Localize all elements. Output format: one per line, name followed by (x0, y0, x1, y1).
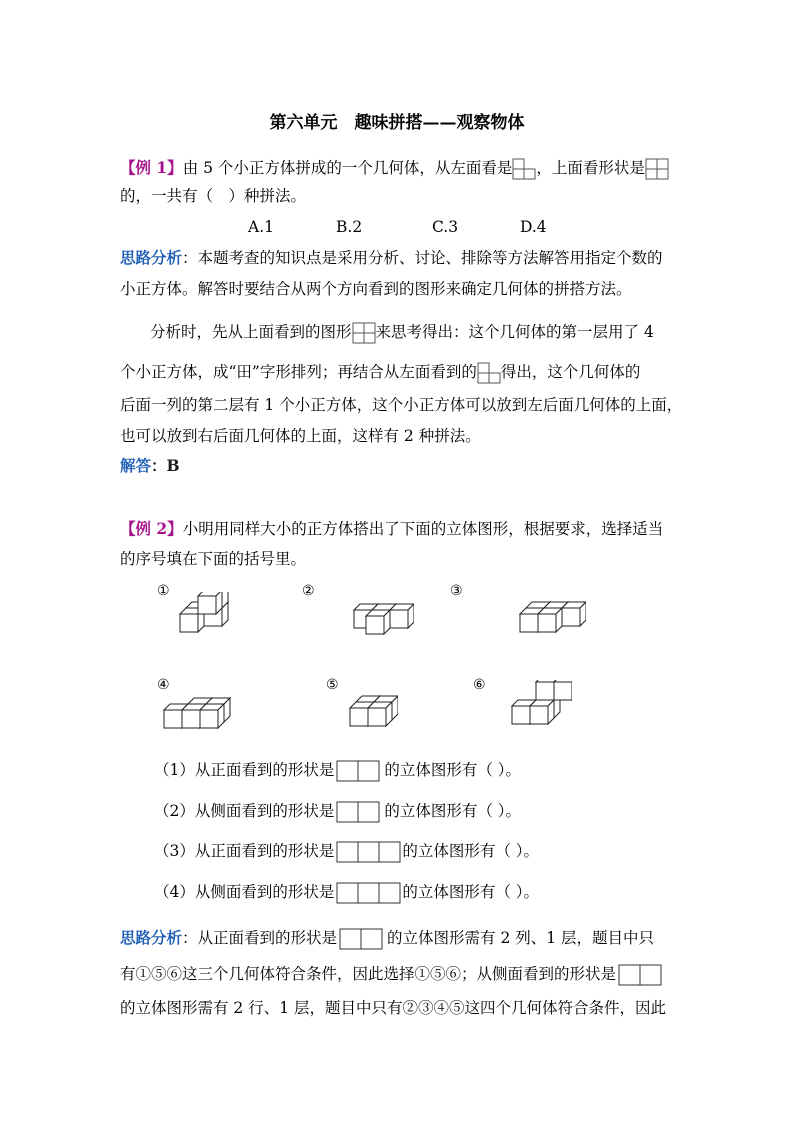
cube-figure-1 (176, 592, 236, 638)
question-4-suffix: 的立体图形有（ ）。 (402, 883, 540, 901)
two-square-icon (616, 964, 666, 986)
figure-number: ① (157, 583, 170, 599)
ex1-analysis-text1: ：本题考查的知识点是采用分析、讨论、排除等方法解答用指定个数的 (182, 249, 663, 267)
ex1-line2: 的，一共有（ ）种拼法。 (120, 187, 307, 205)
top-view-icon (645, 158, 669, 180)
cube-figure-5 (346, 688, 398, 728)
ex1-text-b: ，上面看形状是 (536, 159, 645, 177)
ex1-text-a: 由 5 个小正方体拼成的一个几何体，从左面看是 (182, 159, 513, 177)
question-1 (154, 760, 521, 782)
top-view-icon (352, 322, 376, 344)
figure-number: ⑤ (326, 677, 339, 693)
cube (530, 700, 554, 724)
question-1-prefix: （1）从正面看到的形状是 (154, 761, 335, 779)
figure-number: ⑥ (473, 677, 486, 693)
ex2-tag: 【例 2】 (120, 519, 183, 538)
ex2-analysis-line1 (120, 928, 654, 950)
question-4-prefix: （4）从侧面看到的形状是 (154, 883, 335, 901)
ex1-line1 (120, 158, 669, 180)
ex1-analysis-line1 (120, 248, 663, 268)
cube (554, 680, 572, 700)
ex2-analysis-line2 (120, 964, 666, 986)
question-3-suffix: 的立体图形有（ ）。 (402, 842, 540, 860)
ex1-answer-label: 解答 (120, 456, 152, 475)
left-view-icon (512, 158, 536, 180)
ex1-answer-value: ：B (151, 456, 180, 475)
ex1-para2-line2 (120, 362, 640, 384)
cube (200, 704, 224, 728)
cube (390, 604, 414, 628)
ex1-analysis-line2: 小正方体。解答时要结合从两个方向看到的图形来确定几何体的拼搭方法。 (120, 280, 632, 298)
question-1-suffix: 的立体图形有（ ）。 (384, 761, 522, 779)
ex1-answer (120, 456, 180, 476)
question-2 (154, 801, 521, 823)
ex2-analysis-line3: 的立体图形需有 2 行、1 层，题目中只有②③④⑤这四个几何体符合条件，因此 (120, 999, 667, 1017)
ex1-p2-l2b: 得出，这个几何体的 (500, 363, 641, 381)
two-square-icon (334, 801, 384, 823)
ex2-analysis-2a: 有①⑤⑥这三个几何体符合条件，因此选择①⑤⑥；从侧面看到的形状是 (120, 965, 617, 983)
option-b: B.2 (336, 218, 363, 236)
figure-number: ④ (157, 677, 170, 693)
ex2-analysis-1b: 的立体图形需有 2 列、1 层，题目中只 (387, 929, 655, 947)
question-3 (154, 841, 539, 863)
ex1-analysis-label: 思路分析 (120, 248, 183, 267)
ex2-line2: 的序号填在下面的括号里。 (120, 550, 307, 568)
figure-number: ② (302, 583, 315, 599)
ex2-text1: 小明用同样大小的正方体搭出了下面的立体图形，根据要求，选择适当 (182, 520, 664, 538)
option-d: D.4 (520, 218, 547, 236)
left-view-icon (477, 362, 501, 384)
ex2-line1 (120, 519, 663, 539)
ex2-analysis-label: 思路分析 (120, 928, 183, 947)
three-square-icon (334, 882, 402, 904)
ex1-p2-l2a: 个小正方体，成“田”字形排列；再结合从左面看到的 (120, 363, 477, 381)
cube-figure-4 (160, 692, 238, 730)
ex1-para2-line3: 后面一列的第二层有 1 个小正方体，这个小正方体可以放到左后面几何体的上面， (120, 396, 683, 414)
question-2-prefix: （2）从侧面看到的形状是 (154, 802, 335, 820)
cube-figure-6 (508, 680, 572, 726)
question-2-suffix: 的立体图形有（ ）。 (384, 802, 522, 820)
ex2-analysis-1a: ：从正面看到的形状是 (182, 929, 338, 947)
cube (538, 608, 562, 632)
cube (368, 702, 392, 726)
ex1-p2-b: 来思考得出：这个几何体的第一层用了 4 (375, 323, 654, 341)
cube-figure-3 (516, 594, 586, 634)
two-square-icon (334, 760, 384, 782)
ex1-p2-a: 分析时，先从上面看到的图形 (150, 323, 352, 341)
figure-number: ③ (450, 583, 463, 599)
cube-figure-2 (344, 596, 414, 636)
ex1-para2-line1 (150, 322, 654, 344)
ex1-tag: 【例 1】 (120, 158, 183, 177)
question-4 (154, 882, 539, 904)
two-square-icon (337, 928, 387, 950)
option-c: C.3 (432, 218, 459, 236)
cube (562, 602, 586, 626)
cube (198, 592, 222, 614)
cube (366, 610, 390, 634)
page-title: 第六单元 趣味拼搭——观察物体 (269, 113, 525, 133)
ex1-para2-line4: 也可以放到右后面几何体的上面，这样有 2 种拼法。 (120, 427, 481, 445)
option-a: A.1 (248, 218, 274, 236)
three-square-icon (334, 841, 402, 863)
question-3-prefix: （3）从正面看到的形状是 (154, 842, 335, 860)
